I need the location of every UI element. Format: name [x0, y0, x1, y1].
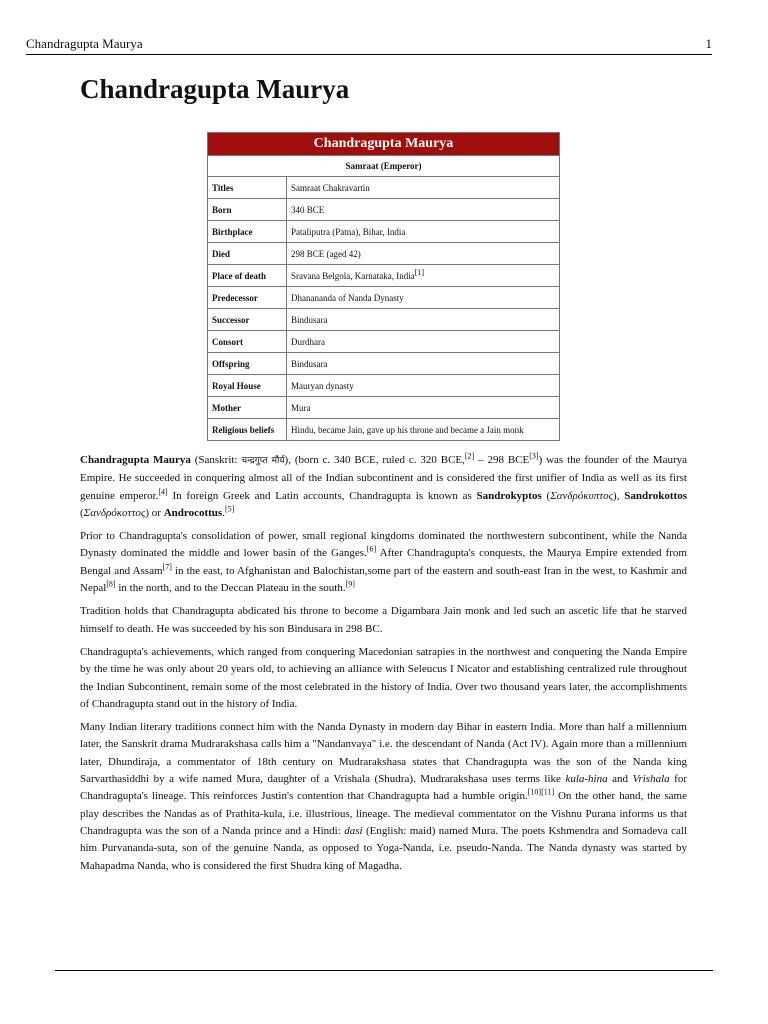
infobox-value: Mauryan dynasty	[287, 375, 560, 397]
latin-name: Androcottus	[163, 506, 223, 519]
subject-name: Chandragupta Maurya	[80, 454, 191, 466]
citation-link[interactable]: [9]	[345, 579, 355, 589]
italic-term: Vrishala	[632, 773, 670, 786]
text: On the other hand, the same play describes the Nandas as of Prathita-kula, i.e. illustrious, lineage. The medieval commentator on the Vishnu Purana informs us that Chandragupta was the son of a Nanda prince and a Hindi:	[80, 790, 687, 837]
citation-link[interactable]: [4]	[158, 486, 168, 496]
infobox-label: Consort	[208, 331, 287, 353]
paragraph-abdication: Tradition holds that Chandragupta abdicated his throne to become a Digambara Jain monk and led such an ascetic life that he starved himself to death. He was succeeded by his son Bindusara in 298 BC.	[80, 605, 687, 635]
citation-link[interactable]: [2]	[464, 451, 475, 461]
infobox-subtitle: Samraat (Emperor)	[208, 156, 560, 177]
citation-link[interactable]: [3]	[529, 451, 539, 461]
text: Prior to Chandragupta's consolidation of power, small regional kingdoms dominated the northwestern subcontinent, while the Nanda Dynasty dominated the middle and lower basin of the Ganges.	[80, 530, 687, 560]
greek-name: Sandrokottos	[624, 489, 687, 502]
page-number: 1	[705, 36, 712, 51]
running-header	[26, 36, 712, 55]
citation-link[interactable]: [8]	[106, 579, 116, 589]
text: or	[149, 506, 164, 519]
infobox-title: Chandragupta Maurya	[208, 133, 560, 156]
italic-term: dasi	[344, 824, 363, 837]
text: ) was the founder of the Maurya Empire. He succeeded in conquering almost all of the Indian subcontinent and is considered the first unifier of India as well as its first genuine emperor.	[80, 454, 688, 502]
paragraph-achievements: Chandragupta's achievements, which ranged from conquering Macedonian satrapies in the northwest and conquering the Nanda Empire by the time he was only about 20 years old, to achieving an alliance with Seleucus I Nicator and establishing centralized rule throughout the Indian Subcontinent, remain some of the most celebrated in the history of India. Over two thousand years later, the accomplishments of Chandragupta stand out in the history of India.	[80, 645, 687, 710]
infobox-value: Hindu, became Jain, gave up his throne and became a Jain monk	[287, 419, 560, 441]
infobox-value: Dhanananda of Nanda Dynasty	[287, 287, 560, 309]
infobox-label: Predecessor	[208, 287, 287, 309]
infobox-label: Religious beliefs	[208, 419, 287, 441]
infobox	[207, 132, 560, 441]
text: In foreign Greek and Latin accounts, Chandragupta is known as	[167, 489, 477, 502]
infobox-value: 340 BCE	[287, 199, 560, 221]
infobox-label: Place of death	[208, 265, 287, 287]
italic-term: kula-hina	[565, 773, 608, 786]
text: ), (born c. 340 BCE, ruled c. 320 BCE,	[284, 454, 465, 466]
sanskrit-name: चन्द्रगुप्त मौर्य	[241, 456, 285, 466]
text: for Chandragupta's lineage. This reinforces Justin's contention that Chandragupta had a humble origin.	[80, 773, 687, 803]
greek-script: Σανδρόκυπτος	[550, 489, 614, 502]
citation-link[interactable]: [7]	[162, 562, 172, 572]
running-header-title: Chandragupta Maurya	[26, 36, 143, 51]
text: in the north, and to the Deccan Plateau in the south.	[115, 582, 346, 595]
infobox-label: Royal House	[208, 375, 287, 397]
citation-link[interactable]: [10][11]	[527, 787, 555, 797]
infobox-value: Bindusara	[287, 353, 560, 375]
infobox-value: Durdhara	[287, 331, 560, 353]
infobox-value: Samraat Chakravartin	[287, 177, 560, 199]
greek-script: Σανδρόκοττος	[83, 506, 146, 519]
text: Many Indian literary traditions connect him with the Nanda Dynasty in modern day Bihar in eastern India. More than half a millennium later, the Sanskrit drama Mudrarakshasa calls him a "Nandanvaya" i.e. the descendant of Nanda (Act IV). Again more than a millennium later, Dhundiraja, a commentator of 18th century on Mudrarakshasa states that Chandragupta was the son of the Nanda king Sarvarthasiddhi by a wife named Mura, daughter of a Vrishala (Shudra). Mudrarakshasa uses terms like	[80, 721, 687, 786]
infobox-value: Mura	[287, 397, 560, 419]
text: and	[607, 773, 633, 786]
infobox-label: Titles	[208, 177, 287, 199]
citation-link[interactable]: [1]	[414, 267, 425, 277]
infobox-label: Born	[208, 199, 287, 221]
infobox-value-cell	[287, 265, 560, 287]
text: (English: maid) named Mura. The poets Kshmendra and Somadeva call him Purvananda-suta, son of the genuine Nanda, as opposed to Yoga-Nanda, i.e. pseudo-Nanda. The Nanda dynasty was started by Mahapadma Nanda, who is considered the first Shudra king of Magadha.	[80, 824, 687, 872]
citation-link[interactable]: [6]	[366, 544, 377, 554]
infobox-label: Died	[208, 243, 287, 265]
text: – 298 BCE	[474, 454, 530, 466]
text: in the east, to Afghanistan and Balochistan,some part of the eastern and south-east Iran in the west, to Kashmir and Nepal	[80, 564, 687, 595]
text: After Chandragupta's conquests, the Maurya Empire extended from Bengal and Assam	[80, 547, 687, 577]
infobox-value: Sravana Belgola, Karnataka, India	[291, 270, 415, 281]
paragraph-intro: Chandragupta Maurya (Sanskrit: चन्द्रगुप्त मौर्य), (born c. 340 BCE, ruled c. 320 BCE,[2] – 298 BCE[3]) was the founder of the Maurya Empire. He succeeded in conquering almost all of the Indian subcontinent and is considered the first unifier of India as well as its first genuine emperor.[4] In foreign Greek and Latin accounts, Chandragupta is known as Sandrokyptos (Σανδρόκυπτος), Sandrokottos (Σανδρόκοττος) or Androcottus.[5]	[80, 451, 688, 519]
footer-divider	[55, 970, 713, 971]
infobox-label: Birthplace	[208, 221, 287, 243]
citation-link[interactable]: [5]	[224, 504, 235, 514]
text: (Sanskrit:	[190, 454, 242, 466]
infobox-value: Bindusara	[287, 309, 560, 331]
greek-name: Sandrokyptos	[476, 489, 542, 502]
article-body	[80, 452, 687, 881]
infobox-label: Successor	[208, 309, 287, 331]
infobox-label: Mother	[208, 397, 287, 419]
infobox-value: Pataliputra (Patna), Bihar, India	[287, 221, 560, 243]
paragraph-empire	[80, 528, 687, 597]
paragraph-traditions	[80, 719, 687, 875]
page-title: Chandragupta Maurya	[80, 74, 350, 104]
infobox-value: 298 BCE (aged 42)	[287, 243, 560, 265]
infobox-label: Offspring	[208, 353, 287, 375]
